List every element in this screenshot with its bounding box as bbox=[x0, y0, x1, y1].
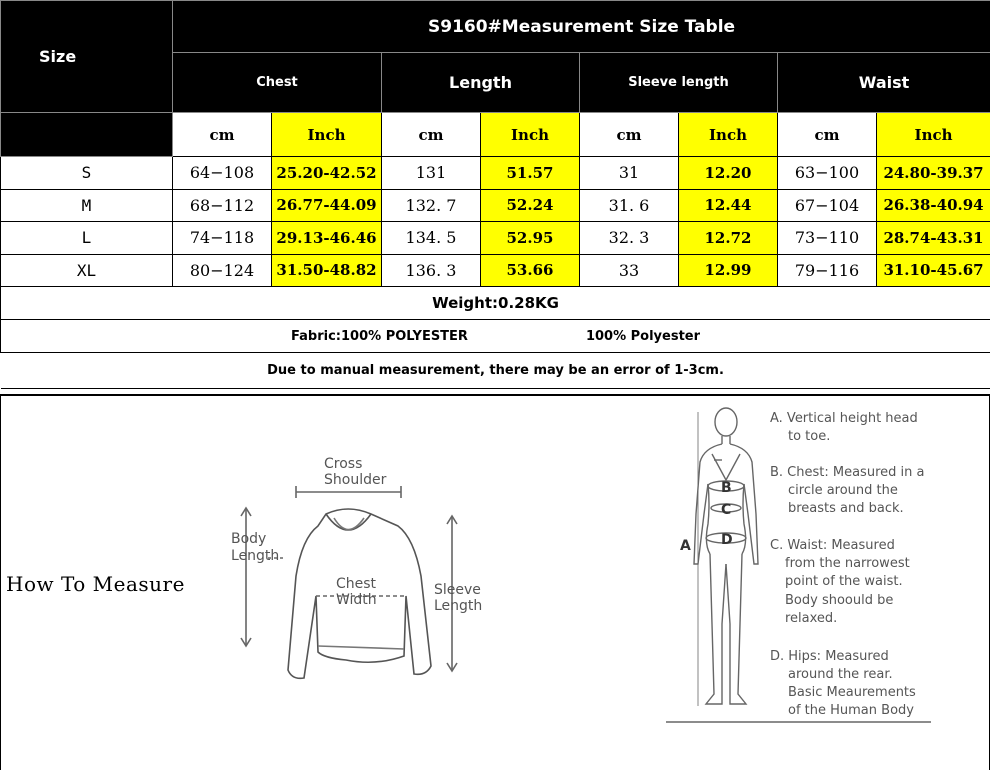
sleeve-length-label: Length bbox=[434, 598, 483, 614]
body-length-label: Length bbox=[231, 548, 280, 564]
chest-cm-cell: 64−108 bbox=[173, 157, 272, 190]
legend-line: breasts and back. bbox=[788, 501, 904, 516]
length-cm-cell: 134. 5 bbox=[382, 222, 481, 255]
length-inch-cell: 53.66 bbox=[481, 254, 580, 287]
unit-inch: Inch bbox=[272, 113, 382, 157]
fabric-label: Fabric:100% POLYESTER bbox=[291, 328, 468, 344]
unit-cm: cm bbox=[382, 113, 481, 157]
sleeve-cm-cell: 31. 6 bbox=[580, 189, 679, 222]
sleeve-cm-cell: 31 bbox=[580, 157, 679, 190]
waist-cm-cell: 79−116 bbox=[778, 254, 877, 287]
group-sleeve-length: Sleeve length bbox=[580, 53, 778, 113]
unit-cm: cm bbox=[580, 113, 679, 157]
chest-width-label: Chest bbox=[336, 576, 377, 592]
chest-inch-cell: 29.13-46.46 bbox=[272, 222, 382, 255]
sleeve-inch-cell: 12.20 bbox=[679, 157, 778, 190]
sleeve-cm-cell: 32. 3 bbox=[580, 222, 679, 255]
chest-inch-cell: 31.50-48.82 bbox=[272, 254, 382, 287]
sleeve-length-label: Sleeve bbox=[434, 582, 481, 598]
unit-spacer bbox=[1, 113, 173, 157]
legend-line: B. Chest: Measured in a bbox=[770, 465, 925, 480]
unit-cm: cm bbox=[173, 113, 272, 157]
chest-cm-cell: 68−112 bbox=[173, 189, 272, 222]
table-row bbox=[1, 222, 990, 255]
unit-inch: Inch bbox=[877, 113, 990, 157]
unit-inch: Inch bbox=[679, 113, 778, 157]
legend-line: Body shoould be bbox=[785, 593, 894, 608]
cross-shoulder-label: Shoulder bbox=[324, 472, 387, 488]
length-cm-cell: 136. 3 bbox=[382, 254, 481, 287]
fabric-row bbox=[1, 320, 990, 353]
how-to-measure-heading: How To Measure bbox=[6, 572, 185, 596]
table-row bbox=[1, 254, 990, 287]
chest-cm-cell: 74−118 bbox=[173, 222, 272, 255]
marker-c: C bbox=[721, 502, 732, 518]
group-chest: Chest bbox=[173, 53, 382, 113]
legend-line: point of the waist. bbox=[785, 574, 903, 589]
group-waist: Waist bbox=[778, 53, 990, 113]
measurement-error-note: Due to manual measurement, there may be an error of 1-3cm. bbox=[1, 353, 990, 389]
marker-b: B bbox=[721, 480, 732, 496]
chest-width-label: Width bbox=[336, 592, 377, 608]
legend-line: of the Human Body bbox=[788, 703, 914, 718]
body-measurement-illustration bbox=[666, 404, 986, 734]
legend-line: around the rear. bbox=[788, 667, 893, 682]
sleeve-inch-cell: 12.99 bbox=[679, 254, 778, 287]
legend-line: Basic Meaurements bbox=[788, 685, 916, 700]
length-inch-cell: 52.95 bbox=[481, 222, 580, 255]
waist-cm-cell: 73−110 bbox=[778, 222, 877, 255]
length-inch-cell: 52.24 bbox=[481, 189, 580, 222]
sleeve-inch-cell: 12.72 bbox=[679, 222, 778, 255]
chest-inch-cell: 26.77-44.09 bbox=[272, 189, 382, 222]
length-cm-cell: 132. 7 bbox=[382, 189, 481, 222]
sweater-sketch-illustration bbox=[226, 446, 496, 696]
body-length-label: Body bbox=[231, 531, 267, 547]
size-cell: M bbox=[1, 189, 173, 222]
unit-cm: cm bbox=[778, 113, 877, 157]
how-to-measure-panel bbox=[0, 394, 990, 770]
chest-cm-cell: 80−124 bbox=[173, 254, 272, 287]
size-cell: L bbox=[1, 222, 173, 255]
chest-inch-cell: 25.20-42.52 bbox=[272, 157, 382, 190]
legend-line: relaxed. bbox=[785, 611, 838, 626]
waist-inch-cell: 31.10-45.67 bbox=[877, 254, 990, 287]
legend-line: D. Hips: Measured bbox=[770, 649, 889, 664]
waist-cm-cell: 63−100 bbox=[778, 157, 877, 190]
cross-shoulder-label: Cross bbox=[324, 456, 363, 472]
size-cell: S bbox=[1, 157, 173, 190]
waist-inch-cell: 24.80-39.37 bbox=[877, 157, 990, 190]
waist-inch-cell: 26.38-40.94 bbox=[877, 189, 990, 222]
legend-line: C. Waist: Measured bbox=[770, 538, 895, 553]
unit-inch: Inch bbox=[481, 113, 580, 157]
legend-line: to toe. bbox=[788, 429, 831, 444]
fabric-label-secondary: 100% Polyester bbox=[585, 328, 701, 344]
table-row bbox=[1, 157, 990, 190]
group-length: Length bbox=[382, 53, 580, 113]
length-cm-cell: 131 bbox=[382, 157, 481, 190]
weight-row: Weight:0.28KG bbox=[1, 287, 990, 320]
waist-cm-cell: 67−104 bbox=[778, 189, 877, 222]
unit-row bbox=[1, 113, 990, 157]
legend-line: A. Vertical height head bbox=[770, 411, 918, 426]
legend-line: from the narrowest bbox=[785, 556, 910, 571]
sleeve-cm-cell: 33 bbox=[580, 254, 679, 287]
marker-a: A bbox=[680, 538, 691, 554]
length-inch-cell: 51.57 bbox=[481, 157, 580, 190]
size-cell: XL bbox=[1, 254, 173, 287]
size-column-header: Size bbox=[1, 1, 173, 113]
marker-d: D bbox=[721, 532, 733, 548]
table-title: S9160#Measurement Size Table bbox=[173, 1, 990, 53]
sleeve-inch-cell: 12.44 bbox=[679, 189, 778, 222]
legend-line: circle around the bbox=[788, 483, 898, 498]
table-row bbox=[1, 189, 990, 222]
waist-inch-cell: 28.74-43.31 bbox=[877, 222, 990, 255]
